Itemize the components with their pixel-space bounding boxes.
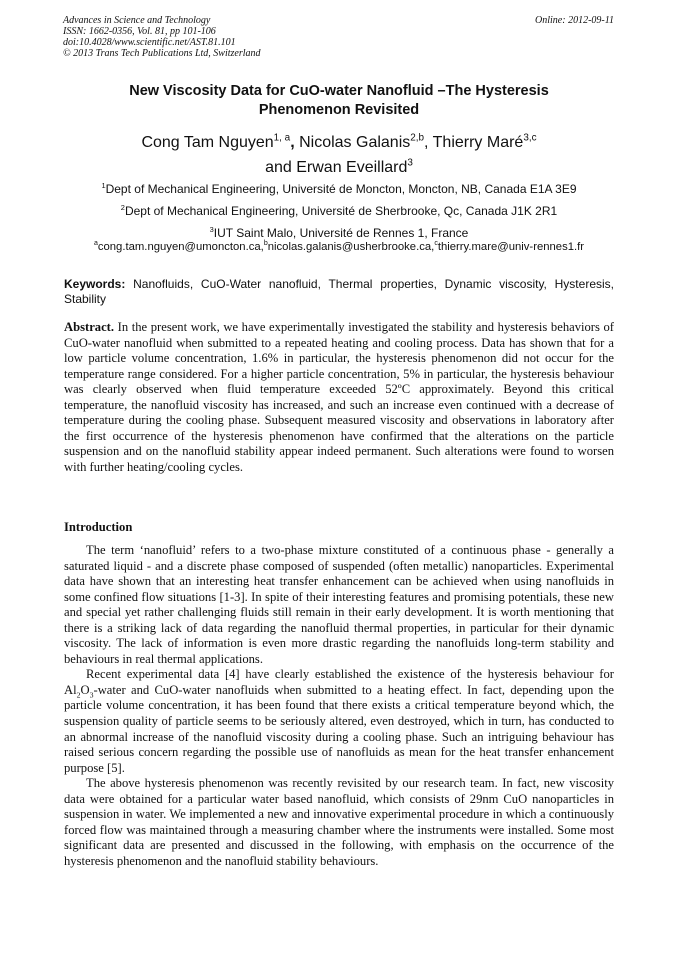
intro-paragraph-3: The above hysteresis phenomenon was recently revisited by our research team. In fact, new viscosity data were obtained for a particular water based nanofluid, which consists of 29nm CuO nanoparticles in suspension in water. We implemented a new and innovative experimental procedure in which a continuously forced flow was maintained through a measuring chamber where the instruments were installed. Some most significant data are presented and discussed in the following, with emphasis on the occurrence of the hysteresis phenomenon and the nanofluid stability behaviours. — [64, 776, 614, 868]
introduction-body — [64, 543, 614, 869]
author-separator: , — [424, 134, 433, 151]
doi: doi:10.4028/www.scientific.net/AST.81.101 — [63, 37, 236, 48]
affiliation-3-sup: 3 — [209, 225, 214, 234]
author-eveillard: and Erwan Eveillard — [265, 159, 408, 176]
authors-line-2 — [60, 155, 618, 180]
keywords-label: Keywords: — [64, 277, 126, 291]
author-eveillard-sup: 3 — [407, 157, 413, 169]
abstract — [64, 320, 614, 475]
author-mare: Thierry Maré — [432, 134, 524, 151]
affiliation-2 — [40, 204, 638, 218]
author-nguyen-sup: 1, a — [273, 132, 291, 144]
author-galanis: Nicolas Galanis — [299, 134, 411, 151]
email-c[interactable]: thierry.mare@univ-rennes1.fr — [437, 241, 585, 253]
email-b[interactable]: nicolas.galanis@usherbrooke.ca, — [267, 241, 435, 253]
journal-header — [63, 15, 261, 59]
email-b-sup: b — [263, 240, 268, 248]
abstract-label: Abstract. — [64, 320, 115, 334]
email-line — [40, 240, 638, 254]
copyright: © 2013 Trans Tech Publications Ltd, Switzerland — [63, 48, 261, 59]
online-date: Online: 2012-09-11 — [535, 15, 614, 26]
title-line-2: Phenomenon Revisited — [258, 102, 420, 118]
affiliation-3 — [40, 226, 638, 240]
intro-paragraph-2 — [64, 667, 614, 776]
affiliation-2-sup: 2 — [120, 203, 125, 212]
subscript-2: 2 — [76, 690, 81, 700]
affiliation-3-text: IUT Saint Malo, Université de Rennes 1, France — [213, 226, 469, 240]
keywords-text: Nanofluids, CuO-Water nanofluid, Thermal properties, Dynamic viscosity, Hysteresis, Stability — [64, 277, 614, 306]
subscript-3: 3 — [89, 690, 94, 700]
intro-paragraph-1: The term ‘nanofluid’ refers to a two-phase mixture constituted of a continuous phase - generally a saturated liquid - and a discrete phase composed of suspended (often metallic) nanoparticles. Experimental data have shown that an interesting heat transfer enhancement can be achieved when using nanofluids in some confined flow situations [1-3]. In spite of their interesting features and promising potentials, these new and special yet rather challenging fluids still remain in their early development. It is worth mentioning that there is a striking lack of data regarding the nanofluid thermal properties, in particular for their dynamic viscosity. The lack of information is even more drastic regarding the nanofluids long-term stability and behaviours in real thermal applications. — [64, 543, 614, 666]
affiliation-1 — [40, 182, 638, 196]
journal-name: Advances in Science and Technology — [63, 15, 211, 26]
abstract-text: In the present work, we have experimentally investigated the stability and hysteresis behaviors of CuO-water nanofluid when submitted to a repeated heating and cooling process. Data has shown that for a low particle volume concentration, 1.6% in particular, the hysteresis phenomenon did not occur for the temperature range considered. For a higher particle concentration, 5% in particular, the hysteresis behaviour was clearly observed when fluid temperature exceeded 52ºC approximately. Beyond this critical temperature, the nanofluid viscosity has increased, and such an increase even continued with a decrease of temperature during the cooling phase. Subsequent measured viscosity and observations in laboratory after the first occurrence of the hysteresis phenomenon have confirmed that the alterations on the particle suspension and on the nanofluid stability appear indeed permanent. Such alterations were found to worsen with further heating/cooling cycles. — [64, 320, 614, 474]
email-c-sup: c — [434, 240, 438, 248]
intro-p2-text-b: -water and CuO-water nanofluids when submitted to a heating effect. In fact, depending upon the particle volume concentration, it has been found that there exists a critical temperature beyond which, the suspension quality of particle seems to be seriously altered, even destroyed, which in turn, has conducted to an abnormal increase of the nanofluid viscosity during a cooling phase. Such an intriguing behaviour has raised serious concern regarding the possible use of nanofluids as mean for the heat transfer enhancement purpose [5]. — [64, 682, 614, 775]
introduction-heading: Introduction — [64, 520, 133, 534]
keywords — [64, 277, 614, 307]
author-nguyen: Cong Tam Nguyen — [141, 134, 274, 151]
affiliation-2-text: Dept of Mechanical Engineering, Université de Sherbrooke, Qc, Canada J1K 2R1 — [124, 204, 558, 218]
intro-p2-oxygen: O — [80, 682, 90, 697]
paper-title — [70, 82, 608, 120]
author-galanis-sup: 2,b — [410, 132, 425, 144]
affiliation-1-sup: 1 — [101, 181, 106, 190]
authors-line-1 — [60, 130, 618, 155]
author-separator: , — [290, 134, 300, 151]
author-mare-sup: 3,c — [523, 132, 537, 144]
email-a[interactable]: cong.tam.nguyen@umoncton.ca, — [97, 241, 264, 253]
title-line-1: New Viscosity Data for CuO-water Nanofluid –The Hysteresis — [129, 83, 549, 99]
email-a-sup: a — [93, 240, 98, 248]
intro-p2-text-a: Recent experimental data [4] have clearly established the existence of the hysteresis behaviour for Al — [64, 667, 614, 697]
affiliation-1-text: Dept of Mechanical Engineering, Université de Moncton, Moncton, NB, Canada E1A 3E9 — [105, 182, 577, 196]
author-list — [60, 130, 618, 180]
issn: ISSN: 1662-0356, Vol. 81, pp 101-106 — [63, 26, 216, 37]
